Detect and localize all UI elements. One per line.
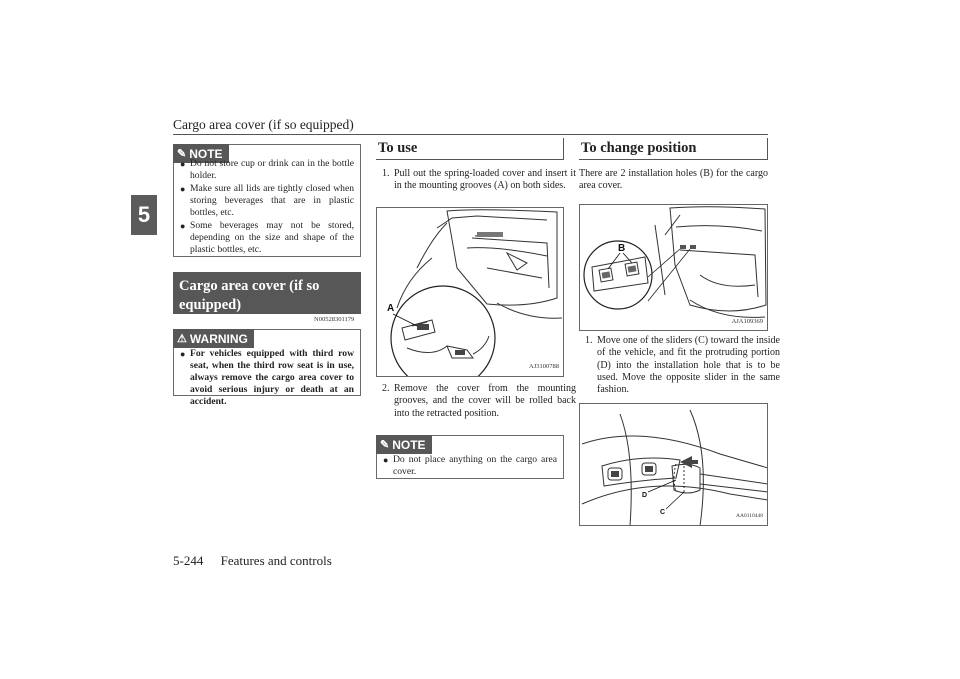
- note-box-cover: [376, 435, 564, 479]
- warning-tag: [173, 329, 254, 348]
- chapter-tab: 5: [131, 195, 157, 235]
- section-code: N00528301179: [314, 316, 355, 323]
- figure-label-c: C: [660, 509, 666, 516]
- page-number: 5-244: [173, 553, 204, 568]
- figure-code: AJ3100788: [529, 363, 559, 370]
- note-label: NOTE: [189, 146, 223, 161]
- note-list: [180, 158, 354, 257]
- step-text: Move one of the sliders (C) toward the inside of the vehicle, and fit the protruding portion (D) into the installation hole that is to be used. Move the opposite slider in the same fashion.: [597, 335, 780, 396]
- bullet-icon: ●: [180, 221, 186, 231]
- step-number: 1.: [382, 168, 390, 179]
- cargo-interior-illustration: [377, 208, 564, 377]
- header-rule: [173, 134, 768, 135]
- figure-label-b: B: [618, 243, 626, 254]
- page-header-title: Cargo area cover (if so equipped): [173, 117, 354, 132]
- note-item: ● Make sure all lids are tightly closed when storing beverages that are in plastic bottles, etc.: [180, 183, 354, 218]
- step-2: [382, 383, 576, 420]
- figure-cargo-cover-pull: [376, 207, 564, 377]
- note-box-beverages: [173, 144, 361, 257]
- bullet-icon: ●: [180, 159, 186, 169]
- bullet-icon: ●: [180, 349, 186, 359]
- warning-box: [173, 329, 361, 407]
- step-text: Pull out the spring-loaded cover and insert it in the mounting grooves (A) on both sides.: [394, 168, 576, 192]
- warning-label: WARNING: [189, 331, 248, 346]
- figure-code: AA0110448: [736, 513, 763, 519]
- cargo-holes-illustration: [580, 205, 768, 331]
- pencil-check-icon: ✎: [380, 439, 390, 451]
- bullet-icon: ●: [383, 455, 389, 465]
- step-number: 2.: [382, 383, 390, 394]
- heading-to-use: To use: [376, 138, 564, 160]
- warning-triangle-icon: ⚠: [177, 333, 187, 345]
- note-label: NOTE: [392, 437, 426, 452]
- slider-illustration: [580, 404, 768, 526]
- step-number: 1.: [585, 335, 593, 346]
- pencil-check-icon: ✎: [177, 148, 187, 160]
- intro-paragraph: There are 2 installation holes (B) for the cargo area cover.: [579, 168, 768, 192]
- note-tag: [376, 435, 432, 454]
- bullet-icon: ●: [180, 184, 186, 194]
- step-text: Remove the cover from the mounting grooves, and the cover will be rolled back into the retracted position.: [394, 383, 576, 419]
- footer-section: Features and controls: [220, 553, 332, 568]
- figure-slider: [579, 403, 768, 526]
- step-1-change: [585, 335, 780, 396]
- step-1: [382, 168, 576, 193]
- figure-label-d: D: [642, 492, 648, 499]
- note-list: [383, 454, 557, 479]
- section-title: Cargo area cover (if so equipped): [173, 272, 361, 314]
- warning-item: ● For vehicles equipped with third row seat, when the third row seat is in use, always remove the cargo area cover to avoid serious injury or death at an accident.: [180, 348, 354, 407]
- page-footer: [173, 553, 346, 569]
- figure-code: AJA109369: [731, 318, 763, 325]
- note-item: ● Some beverages may not be stored, depending on the size and shape of the plastic bottles, etc.: [180, 220, 354, 255]
- figure-label-a: A: [387, 303, 395, 314]
- warning-list: [180, 348, 354, 409]
- note-item: ● Do not place anything on the cargo area cover.: [383, 454, 557, 477]
- heading-change-position: To change position: [579, 138, 768, 160]
- note-item: ● Do not store cup or drink can in the bottle holder.: [180, 158, 354, 181]
- figure-installation-holes: [579, 204, 768, 331]
